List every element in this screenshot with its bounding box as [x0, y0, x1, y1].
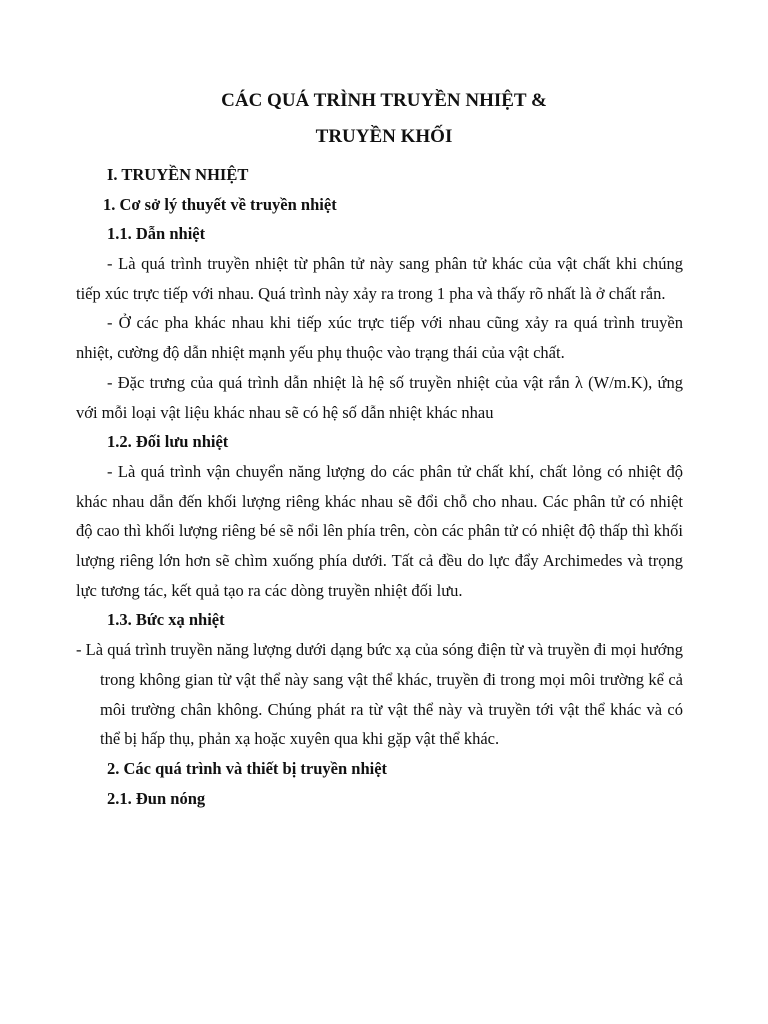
paragraph-convection: - Là quá trình vận chuyển năng lượng do các phân tử chất khí, chất lỏng có nhiệt độ khác nhau dẫn đến khối lượng riêng khác nhau sẽ đổi chỗ cho nhau. Các phân tử có nhiệt độ cao thì khối lượng riêng bé sẽ nổi lên phía trên, còn các phân tử có nhiệt độ thấp thì khối lượng riêng lớn hơn sẽ chìm xuống phía dưới. Tất cả đều do lực đẩy Archimedes và trọng lực tương tác, kết quả tạo ra các dòng truyền nhiệt đối lưu. [76, 461, 683, 600]
paragraph-conduction-3: - Đặc trưng của quá trình dẫn nhiệt là hệ số truyền nhiệt của vật rắn λ (W/m.K), ứng với mỗi loại vật liệu khác nhau sẽ có hệ số dẫn nhiệt khác nhau [76, 372, 683, 422]
section-heading-1: I. TRUYỀN NHIỆT [107, 165, 249, 184]
paragraph-conduction-1: - Là quá trình truyền nhiệt từ phân tử này sang phân tử khác của vật chất khi chúng tiếp xúc trực tiếp với nhau. Quá trình này xảy ra trong 1 pha và thấy rõ nhất là ở chất rắn. [76, 254, 683, 303]
paragraph-radiation: - Là quá trình truyền năng lượng dưới dạng bức xạ của sóng điện từ và truyền đi mọi hướng trong không gian từ vật thể này sang vật thể khác, truyền đi trong mọi môi trường kể cả môi trường chân không. Chúng phát ra từ vật thể này và truyền tới vật thể khác và có thể bị hấp thụ, phản xạ hoặc xuyên qua khi gặp vật thể khác. [76, 640, 683, 749]
subsection-heading-2-1: 2.1. Đun nóng [107, 788, 206, 808]
paragraph-conduction-2: - Ở các pha khác nhau khi tiếp xúc trực tiếp với nhau cũng xảy ra quá trình truyền nhiệt, cường độ dẫn nhiệt mạnh yếu phụ thuộc vào trạng thái của vật chất. [76, 313, 683, 363]
subsection-heading-1-3: 1.3. Bức xạ nhiệt [107, 610, 225, 630]
subsection-heading-1-2: 1.2. Đối lưu nhiệt [107, 432, 229, 452]
document-title-line-2: TRUYỀN KHỐI [315, 126, 453, 147]
subsection-heading-2: 2. Các quá trình và thiết bị truyền nhiệt [107, 758, 388, 778]
document-title-line-1: CÁC QUÁ TRÌNH TRUYỀN NHIỆT & [221, 90, 547, 111]
subsection-heading-1: 1. Cơ sở lý thuyết về truyền nhiệt [103, 194, 337, 214]
subsection-heading-1-1: 1.1. Dẫn nhiệt [107, 224, 206, 244]
document-body [76, 160, 683, 813]
